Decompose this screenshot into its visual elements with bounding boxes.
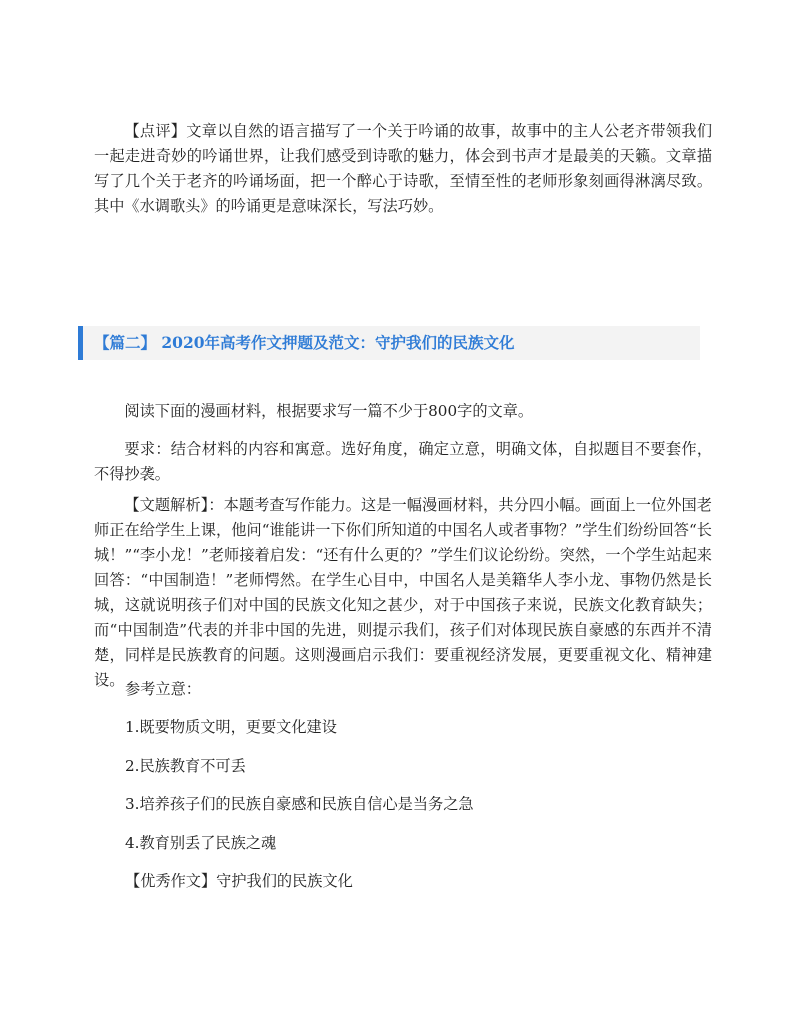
idea-item-3: 3.培养孩子们的民族自豪感和民族自信心是当务之急	[125, 795, 474, 813]
essay-title: 【优秀作文】守护我们的民族文化	[125, 872, 353, 890]
ideas-label: 参考立意：	[125, 680, 201, 698]
prompt-paragraph: 阅读下面的漫画材料，根据要求写一篇不少于800字的文章。	[124, 402, 534, 420]
section-title: 【篇二】 2020年高考作文押题及范文：守护我们的民族文化	[94, 333, 515, 352]
review-paragraph: 【点评】文章以自然的语言描写了一个关于吟诵的故事，故事中的主人公老齐带领我们一起走进奇妙的吟诵世界，让我们感受到诗歌的魅力，体会到书声才是最美的天籁。文章描写了几个关于老齐的吟诵场面，把一个醉心于诗歌，至情至性的老师形象刻画得淋漓尽致。其中《水调歌头》的吟诵更是意味深长，写法巧妙。	[94, 122, 712, 215]
idea-item-2: 2.民族教育不可丢	[125, 757, 246, 775]
idea-item-1: 1.既要物质文明，更要文化建设	[125, 718, 337, 736]
idea-item-4: 4.教育别丢了民族之魂	[125, 834, 277, 852]
section-accent-stripe	[78, 326, 83, 360]
section-heading-bar	[78, 326, 700, 360]
requirement-paragraph: 要求：结合材料的内容和寓意。选好角度，确定立意，明确文体，自拟题目不要套作，不得抄袭。	[94, 440, 712, 483]
analysis-paragraph: 【文题解析】：本题考查写作能力。这是一幅漫画材料，共分四小幅。画面上一位外国老师正在给学生上课，他问“谁能讲一下你们所知道的中国名人或者事物？”学生们纷纷回答“长城！”“李小龙！”老师接着启发：“还有什么更的？”学生们议论纷纷。突然，一个学生站起来回答：“中国制造！”老师愕然。在学生心目中，中国名人是美籍华人李小龙、事物仍然是长城，这就说明孩子们对中国的民族文化知之甚少，对于中国孩子来说，民族文化教育缺失；而“中国制造”代表的并非中国的先进，则提示我们，孩子们对体现民族自豪感的东西并不清楚，同样是民族教育的问题。这则漫画启示我们：要重视经济发展，更要重视文化、精神建设。	[94, 496, 712, 689]
